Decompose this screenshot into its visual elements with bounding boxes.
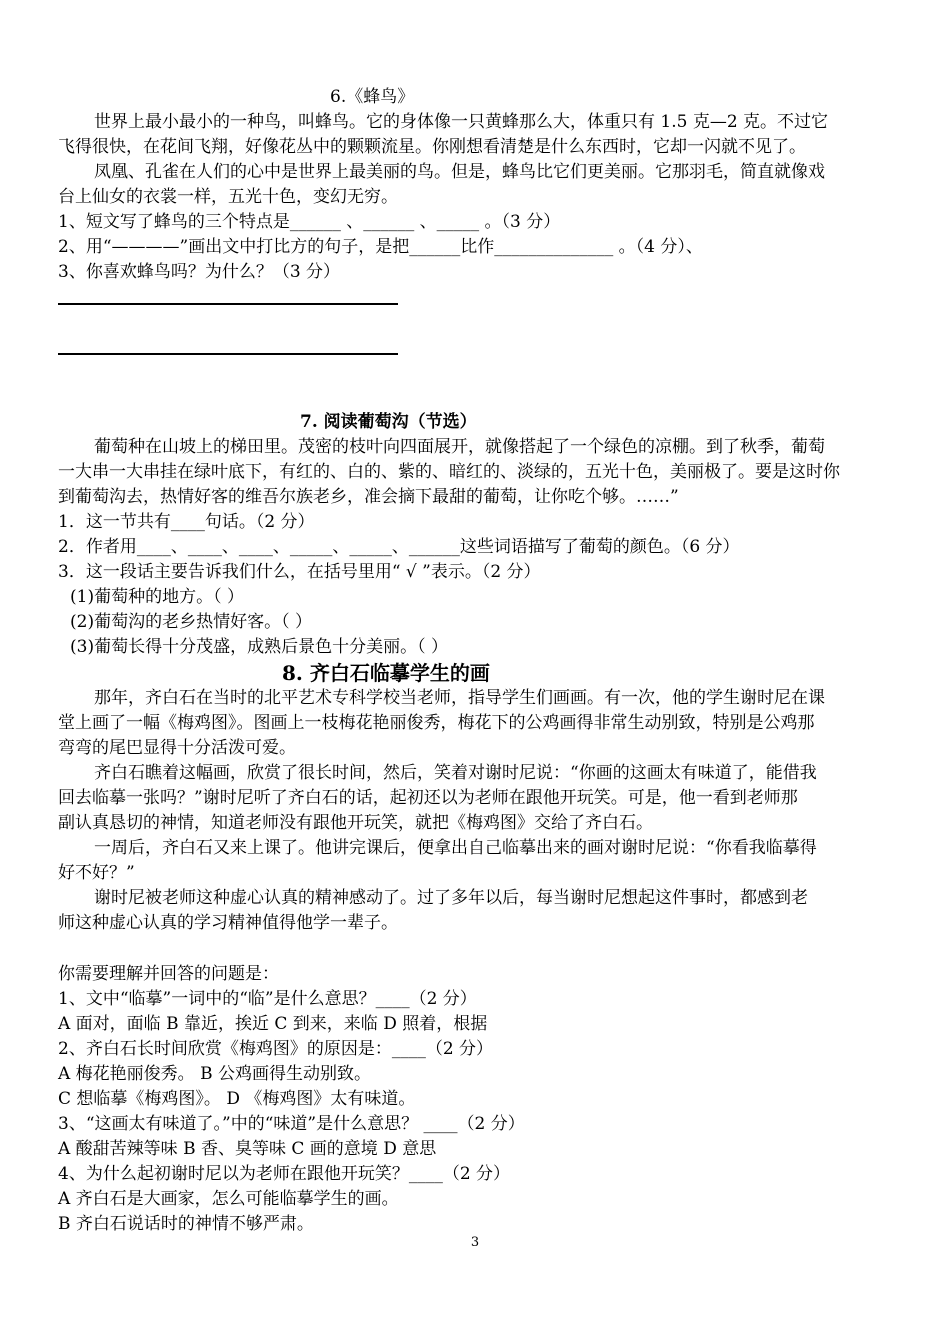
section8-question-4-option-a: A 齐白石是大画家，怎么可能临摹学生的画。 (58, 1189, 399, 1209)
section8-paragraph-line: 一周后，齐白石又来上课了。他讲完课后，便拿出自己临摹出来的画对谢时尼说：“你看我临摹得 (94, 838, 817, 858)
section7-option-2: (2)葡萄沟的老乡热情好客。（ ） (70, 612, 312, 632)
section6-title: 6.《蜂鸟》 (330, 87, 415, 107)
section7-question-2: 2．作者用____、____、____、_____、_____、______这些词语描写了葡萄的颜色。（6 分） (58, 537, 740, 557)
section8-question-4: 4、为什么起初谢时尼以为老师在跟他开玩笑？____（2 分） (58, 1164, 511, 1184)
section7-paragraph-line: 葡萄种在山坡上的梯田里。茂密的枝叶向四面展开，就像搭起了一个绿色的凉棚。到了秋季，葡萄 (94, 437, 825, 457)
section6-paragraph-line: 飞得很快，在花间飞翔，好像花丛中的颗颗流星。你刚想看清楚是什么东西时，它却一闪就不见了。 (58, 137, 806, 157)
section8-question-3: 3、“这画太有味道了。”中的“味道”是什么意思？ ____（2 分） (58, 1114, 525, 1134)
section7-paragraph-line: 到葡萄沟去，热情好客的维吾尔族老乡，准会摘下最甜的葡萄，让你吃个够。……” (58, 487, 679, 507)
section8-question-2-options: A 梅花艳丽俊秀。 B 公鸡画得生动别致。 (58, 1064, 371, 1084)
section6-paragraph-line: 台上仙女的衣裳一样，五光十色，变幻无穷。 (58, 187, 398, 207)
section8-paragraph-line: 弯弯的尾巴显得十分活泼可爱。 (58, 738, 296, 758)
section6-question-3: 3、你喜欢蜂鸟吗？为什么？（3 分） (58, 262, 341, 282)
section8-paragraph-line: 堂上画了一幅《梅鸡图》。图画上一枝梅花艳丽俊秀，梅花下的公鸡画得非常生动别致，特别是公鸡那 (58, 713, 815, 733)
section8-paragraph-line: 谢时尼被老师这种虚心认真的精神感动了。过了多年以后，每当谢时尼想起这件事时，都感到老 (94, 888, 808, 908)
section8-paragraph-line: 副认真恳切的神情，知道老师没有跟他开玩笑，就把《梅鸡图》交给了齐白石。 (58, 813, 653, 833)
section8-question-4-option-b: B 齐白石说话时的神情不够严肃。 (58, 1214, 314, 1234)
section7-option-1: (1)葡萄种的地方。（ ） (70, 587, 244, 607)
section8-question-2: 2、齐白石长时间欣赏《梅鸡图》的原因是：____（2 分） (58, 1039, 494, 1059)
section6-paragraph-line: 世界上最小最小的一种鸟，叫蜂鸟。它的身体像一只黄蜂那么大，体重只有 1.5 克—2 克。不过它 (94, 112, 829, 132)
section8-question-1: 1、文中“临摹”一词中的“临”是什么意思？____（2 分） (58, 989, 477, 1009)
section8-paragraph-line: 齐白石瞧着这幅画，欣赏了很长时间，然后，笑着对谢时尼说：“你画的这画太有味道了，能借我 (94, 763, 817, 783)
worksheet-page (58, 84, 898, 1237)
section8-paragraph-line: 回去临摹一张吗？”谢时尼听了齐白石的话，起初还以为老师在跟他开玩笑。可是，他一看到老师那 (58, 788, 798, 808)
section8-question-3-options: A 酸甜苦辣等味 B 香、臭等味 C 画的意境 D 意思 (58, 1139, 437, 1159)
section8-questions-intro: 你需要理解并回答的问题是： (58, 964, 279, 984)
section7-question-3: 3．这一段话主要告诉我们什么，在括号里用“ √ ”表示。（2 分） (58, 562, 541, 582)
section7-paragraph-line: 一大串一大串挂在绿叶底下，有红的、白的、紫的、暗红的、淡绿的，五光十色，美丽极了。要是这时你 (58, 462, 840, 482)
section8-question-1-options: A 面对，面临 B 靠近，挨近 C 到来，来临 D 照着，根据 (58, 1014, 488, 1034)
section6-question-2: 2、用“————”画出文中打比方的句子，是把______比作______________ 。（4 分）、 (58, 237, 703, 257)
section6-paragraph-line: 凤凰、孔雀在人们的心中是世界上最美丽的鸟。但是，蜂鸟比它们更美丽。它那羽毛，简直就像戏 (94, 162, 825, 182)
section6-question-1: 1、短文写了蜂鸟的三个特点是______ 、______ 、_____ 。（3 分） (58, 212, 561, 232)
section7-question-1: 1．这一节共有____句话。（2 分） (58, 512, 315, 532)
section8-paragraph-line: 师这种虚心认真的学习精神值得他学一辈子。 (58, 913, 398, 933)
section8-question-2-options: C 想临摹《梅鸡图》。 D 《梅鸡图》太有味道。 (58, 1089, 416, 1109)
section7-title: 7. 阅读葡萄沟（节选） (300, 412, 477, 432)
section8-paragraph-line: 好不好？” (58, 863, 135, 883)
section7-option-3: (3)葡萄长得十分茂盛，成熟后景色十分美丽。（ ） (70, 637, 448, 657)
section8-title: 8. 齐白石临摹学生的画 (282, 661, 490, 685)
section8-paragraph-line: 那年，齐白石在当时的北平艺术专科学校当老师，指导学生们画画。有一次，他的学生谢时尼在课 (94, 688, 825, 708)
page-number: 3 (470, 1235, 480, 1250)
